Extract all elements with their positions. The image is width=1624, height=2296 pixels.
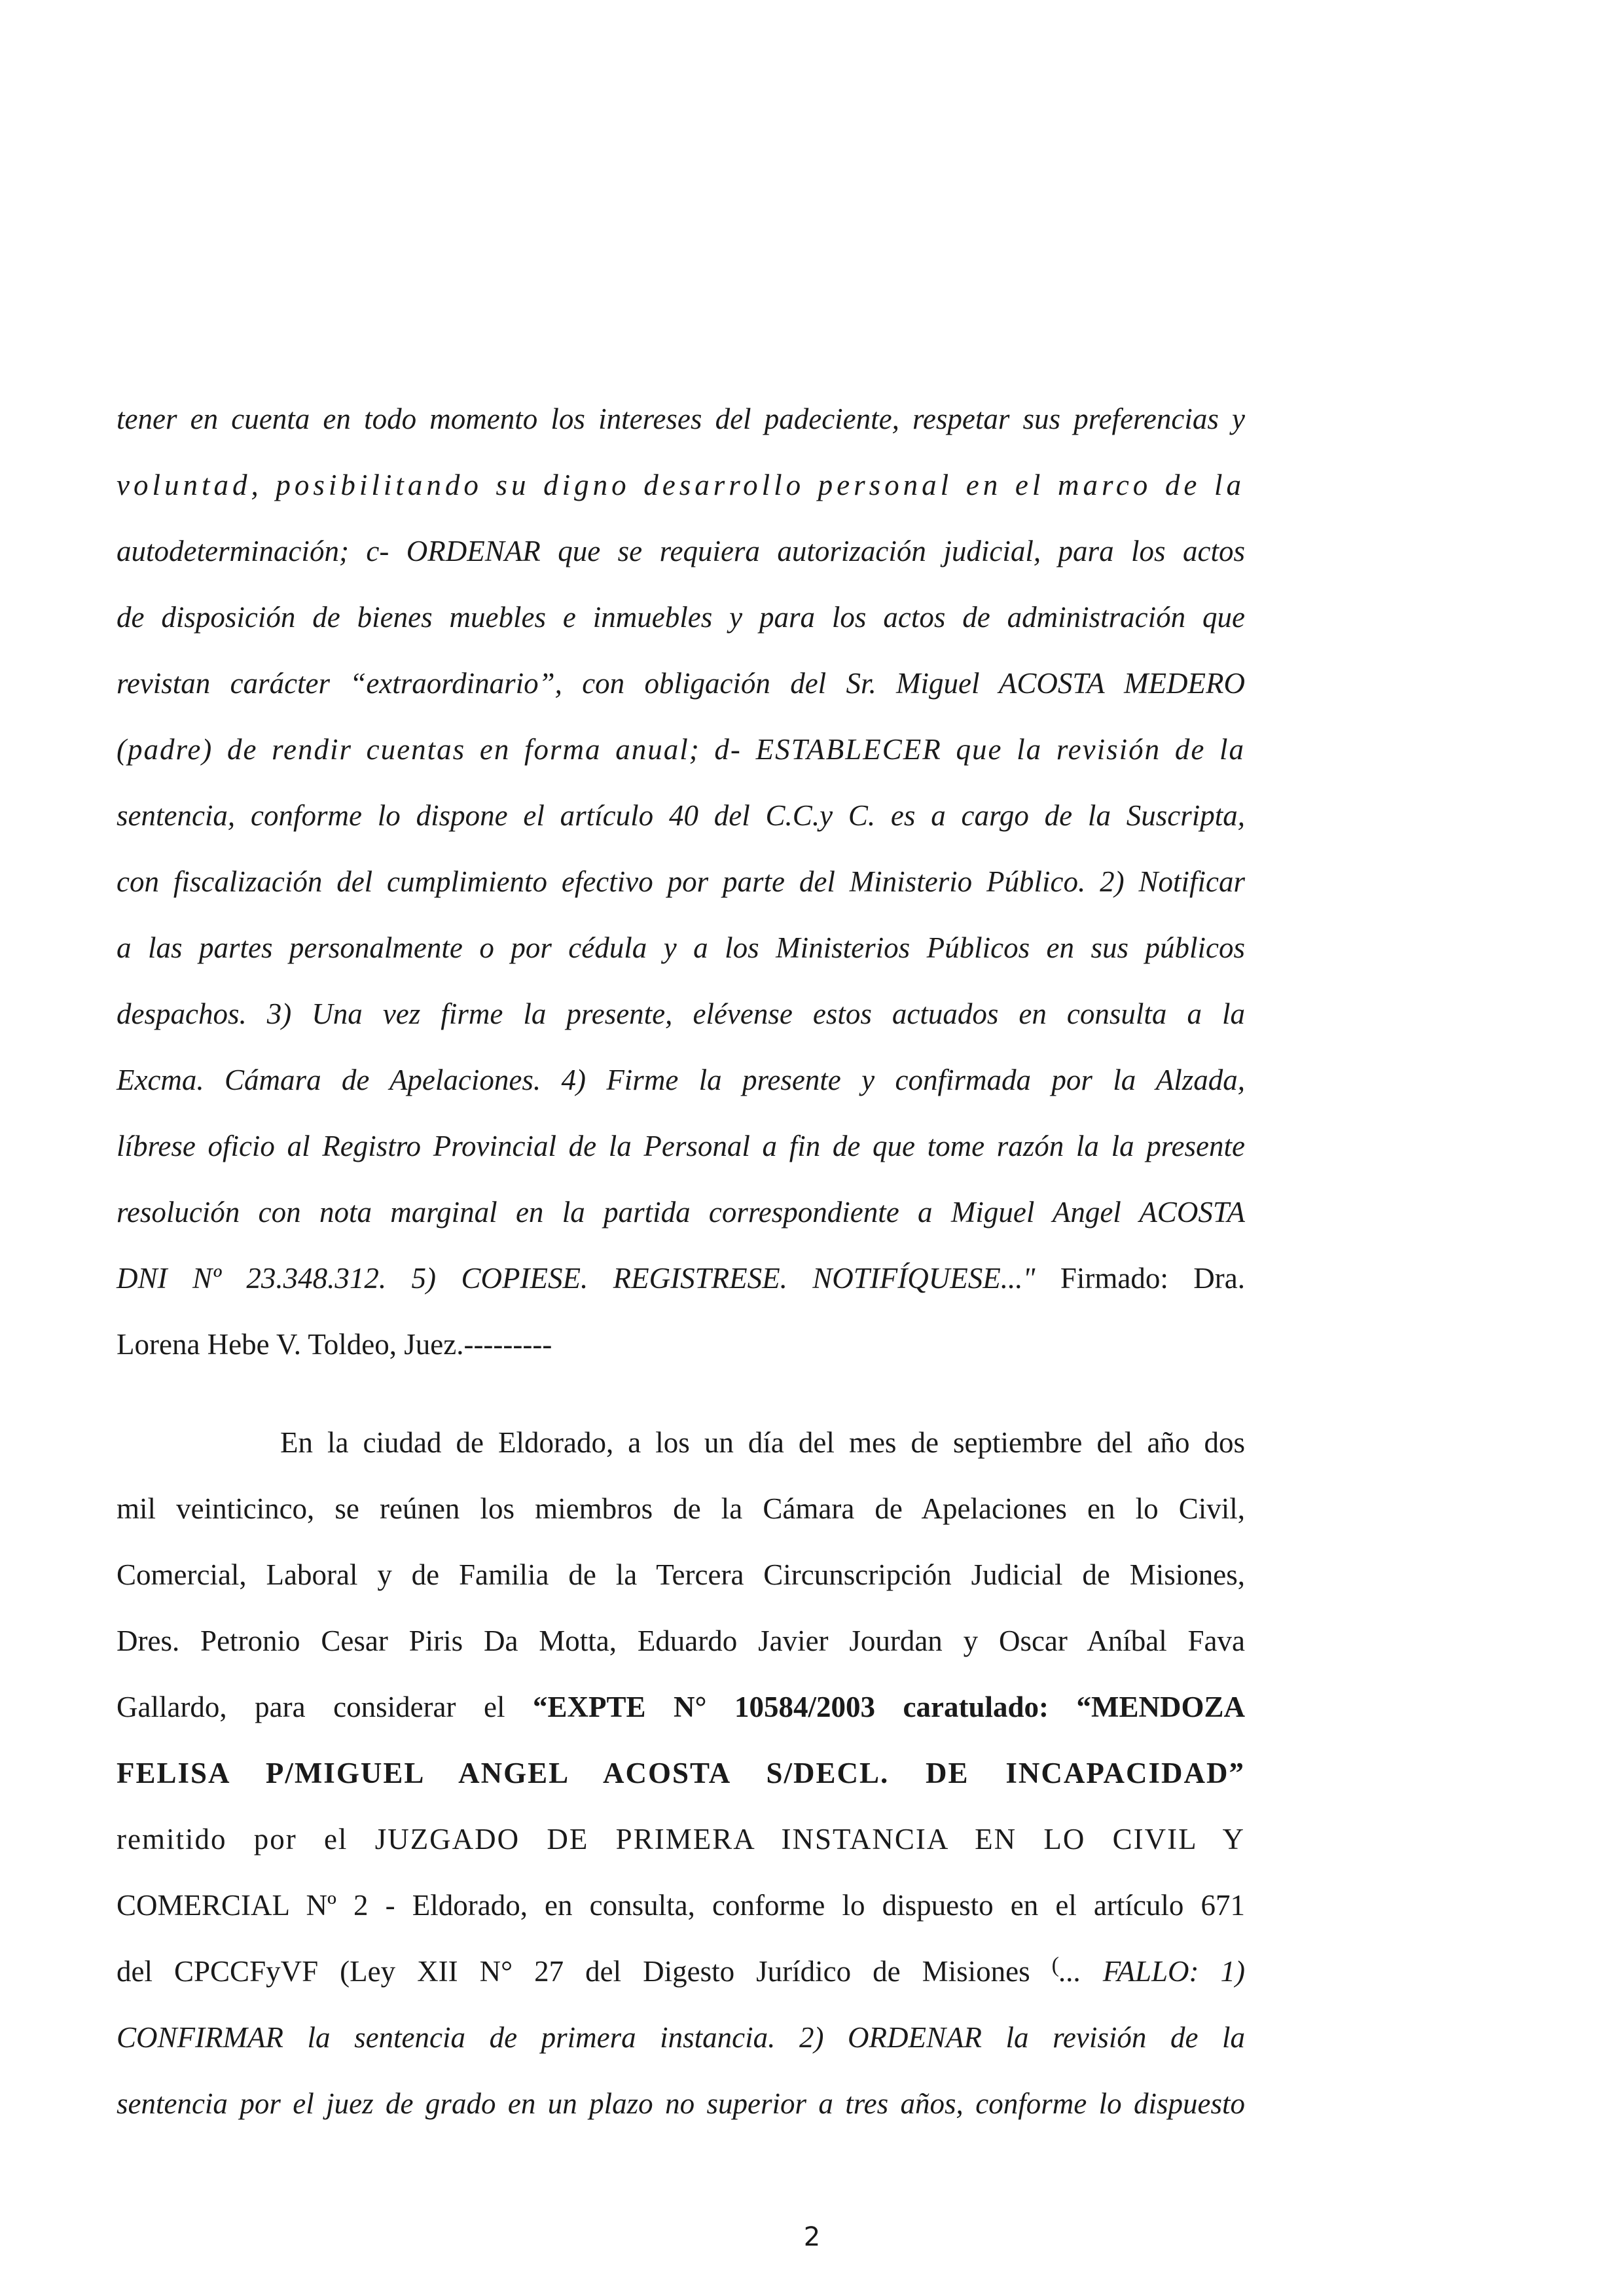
text-line: (padre) de rendir cuentas en forma anual; d- ESTABLECER que la revisión de la: [117, 733, 1245, 766]
text-italic-c: ORDENAR: [848, 2021, 982, 2054]
text-line: a las partes personalmente o por cédula y a los Ministerios Públicos en sus públicos: [117, 931, 1245, 964]
text-line: resolución con nota marginal en la partida correspondiente a Miguel Angel ACOSTA: [117, 1196, 1245, 1229]
case-title-cont: FELISA P/MIGUEL ANGEL ACOSTA S/DECL. DE INCAPACIDAD”: [117, 1757, 1245, 1789]
text-roman: del CPCCFyVF (Ley XII N° 27 del Digesto Jurídico de Misiones: [117, 1955, 1052, 1988]
text-line: sentencia, conforme lo dispone el artículo 40 del C.C.y C. es a cargo de la Suscripta,: [117, 799, 1245, 832]
page-number: 2: [803, 2222, 821, 2252]
text-roman: Firmado: Dra.: [1035, 1262, 1245, 1295]
case-title: “EXPTE N° 10584/2003 caratulado: “MENDOZA: [533, 1691, 1245, 1723]
text-line: COMERCIAL Nº 2 - Eldorado, en consulta, conforme lo dispuesto en el artículo 671: [117, 1889, 1245, 1922]
text-line: Excma. Cámara de Apelaciones. 4) Firme la presente y confirmada por la Alzada,: [117, 1064, 1245, 1096]
text-line: sentencia por el juez de grado en un plazo no superior a tres años, conforme lo dispuesto: [117, 2087, 1245, 2120]
text-line: Comercial, Laboral y de Familia de la Tercera Circunscripción Judicial de Misiones,: [117, 1558, 1245, 1591]
text-line: de disposición de bienes muebles e inmuebles y para los actos de administración que: [117, 601, 1245, 634]
text-italic: DNI Nº 23.348.312. 5) COPIESE. REGISTRESE. NOTIFÍQUESE...": [117, 1262, 1036, 1295]
text-line: [117, 2005, 1245, 2071]
paren-mark: (: [1051, 1953, 1059, 1977]
text-line: [117, 1939, 1245, 2005]
text-italic-b: la sentencia de primera instancia. 2): [283, 2021, 848, 2054]
text-line: autodeterminación; c- ORDENAR que se requiera autorización judicial, para los actos: [117, 535, 1245, 567]
text-line-signature: [117, 1246, 1245, 1312]
text-line: mil veinticinco, se reúnen los miembros de la Cámara de Apelaciones en lo Civil,: [117, 1492, 1245, 1525]
text-line: Dres. Petronio Cesar Piris Da Motta, Eduardo Javier Jourdan y Oscar Aníbal Fava: [117, 1624, 1245, 1657]
text-roman: Gallardo, para considerar el: [117, 1691, 533, 1723]
text-line: con fiscalización del cumplimiento efectivo por parte del Ministerio Público. 2) Notificar: [117, 865, 1245, 898]
text-line: tener en cuenta en todo momento los intereses del padeciente, respetar sus preferencias y: [117, 403, 1245, 435]
chamber-decision: [117, 1410, 1245, 2137]
case-title-line: [117, 1674, 1245, 1740]
judge-signature-line: Lorena Hebe V. Toldeo, Juez.---------: [117, 1328, 552, 1361]
text-italic: ... FALLO: 1): [1059, 1955, 1245, 1988]
text-line: despachos. 3) Una vez firme la presente, elévense estos actuados en consulta a la: [117, 997, 1245, 1030]
resolution-excerpt: [117, 386, 1245, 1378]
text-italic-d: la revisión de la: [981, 2021, 1245, 2054]
text-line: remitido por el JUZGADO DE PRIMERA INSTANCIA EN LO CIVIL Y: [117, 1823, 1245, 1856]
text-line: revistan carácter “extraordinario”, con obligación del Sr. Miguel ACOSTA MEDERO: [117, 667, 1245, 700]
text-line: voluntad, posibilitando su digno desarrollo personal en el marco de la: [117, 469, 1245, 501]
text-line: líbrese oficio al Registro Provincial de la Personal a fin de que tome razón la la presente: [117, 1130, 1245, 1162]
text-line: En la ciudad de Eldorado, a los un día del mes de septiembre del año dos: [280, 1426, 1245, 1459]
text-italic-a: CONFIRMAR: [117, 2021, 283, 2054]
